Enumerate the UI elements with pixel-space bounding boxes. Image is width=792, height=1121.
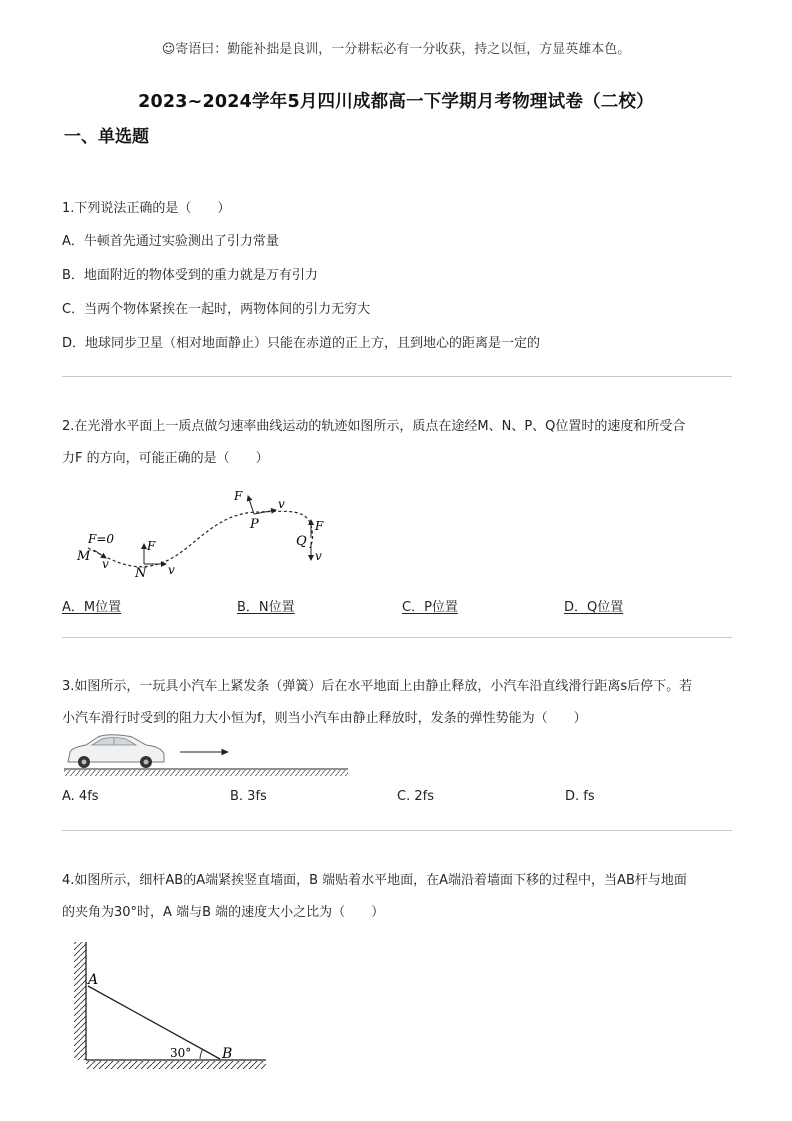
- q2-stem-line2: 力F 的方向，可能正确的是（ ）: [62, 451, 269, 466]
- label-angle: 30°: [170, 1046, 192, 1060]
- q3-stem-line2: 小汽车滑行时受到的阻力大小恒为f，则当小汽车由静止释放时，发条的弹性势能为（ ）: [62, 711, 587, 726]
- label-q-v: v: [315, 549, 322, 563]
- toy-car-icon: [68, 735, 164, 768]
- section-heading: 一、单选题: [64, 127, 149, 147]
- label-p-f: F: [234, 489, 243, 503]
- ground-hatch: [64, 770, 348, 776]
- q3-stem-line1: 3.如图所示，一玩具小汽车上紧发条（弹簧）后在水平地面上由静止释放，小汽车沿直线滑行距离s后停下。若: [62, 679, 693, 694]
- floor-hatch: [86, 1061, 266, 1069]
- q4-stem-line2: 的夹角为30°时，A 端与B 端的速度大小之比为（ ）: [62, 905, 385, 920]
- label-q: Q: [296, 534, 307, 549]
- q1-option-a[interactable]: A．牛顿首先通过实验测出了引力常量: [62, 234, 279, 249]
- q3-option-b[interactable]: B. 3fs: [230, 789, 267, 804]
- label-b: B: [222, 1046, 233, 1062]
- q2-stem-line1: 2.在光滑水平面上一质点做匀速率曲线运动的轨迹如图所示，质点在途经M、N、P、Q位置时的速度和所受合: [62, 419, 686, 434]
- label-m: M: [77, 549, 91, 564]
- wall-hatch: [74, 942, 86, 1060]
- label-p: P: [250, 517, 259, 532]
- q3-option-a[interactable]: A. 4fs: [62, 789, 99, 804]
- angle-arc: [200, 1049, 203, 1059]
- q4-rod-figure: [62, 938, 274, 1074]
- label-a: A: [88, 972, 99, 988]
- q3-option-d[interactable]: D. fs: [565, 789, 595, 804]
- label-p-v: v: [278, 497, 285, 511]
- q2-option-d[interactable]: D．Q位置: [564, 600, 624, 615]
- rod-ab: [88, 986, 220, 1059]
- label-m-v: v: [102, 557, 109, 571]
- q2-option-a[interactable]: A．M位置: [62, 600, 122, 615]
- divider: [62, 376, 732, 377]
- q3-option-c[interactable]: C. 2fs: [397, 789, 434, 804]
- label-f-zero: F=0: [88, 532, 115, 546]
- q4-stem-line1: 4.如图所示，细杆AB的A端紧挨竖直墙面，B 端贴着水平地面，在A端沿着墙面下移的过程中，当AB杆与地面: [62, 873, 687, 888]
- q2-option-c[interactable]: C．P位置: [402, 600, 458, 615]
- divider: [62, 637, 732, 638]
- label-n-v: v: [168, 563, 175, 577]
- trajectory-curve: [88, 511, 313, 566]
- label-n: N: [135, 566, 147, 580]
- q2-trajectory-figure: [74, 486, 344, 580]
- q1-option-d[interactable]: D．地球同步卫星（相对地面静止）只能在赤道的正上方，且到地心的距离是一定的: [62, 336, 541, 351]
- label-n-f: F: [147, 539, 156, 553]
- exam-title: 2023~2024学年5月四川成都高一下学期月考物理试卷（二校）: [138, 92, 654, 112]
- motto: ☺寄语曰：勤能补拙是良训，一分耕耘必有一分收获，持之以恒，方显英雄本色。: [161, 42, 631, 57]
- q3-toy-car-figure: [62, 732, 352, 780]
- q1-option-b[interactable]: B．地面附近的物体受到的重力就是万有引力: [62, 268, 318, 283]
- label-q-f: F: [315, 519, 324, 533]
- p-force-arrow: [248, 496, 254, 514]
- q2-option-b[interactable]: B．N位置: [237, 600, 295, 615]
- q1-option-c[interactable]: C．当两个物体紧挨在一起时，两物体间的引力无穷大: [62, 302, 371, 317]
- divider: [62, 830, 732, 831]
- q1-stem: 1.下列说法正确的是（ ）: [62, 201, 231, 216]
